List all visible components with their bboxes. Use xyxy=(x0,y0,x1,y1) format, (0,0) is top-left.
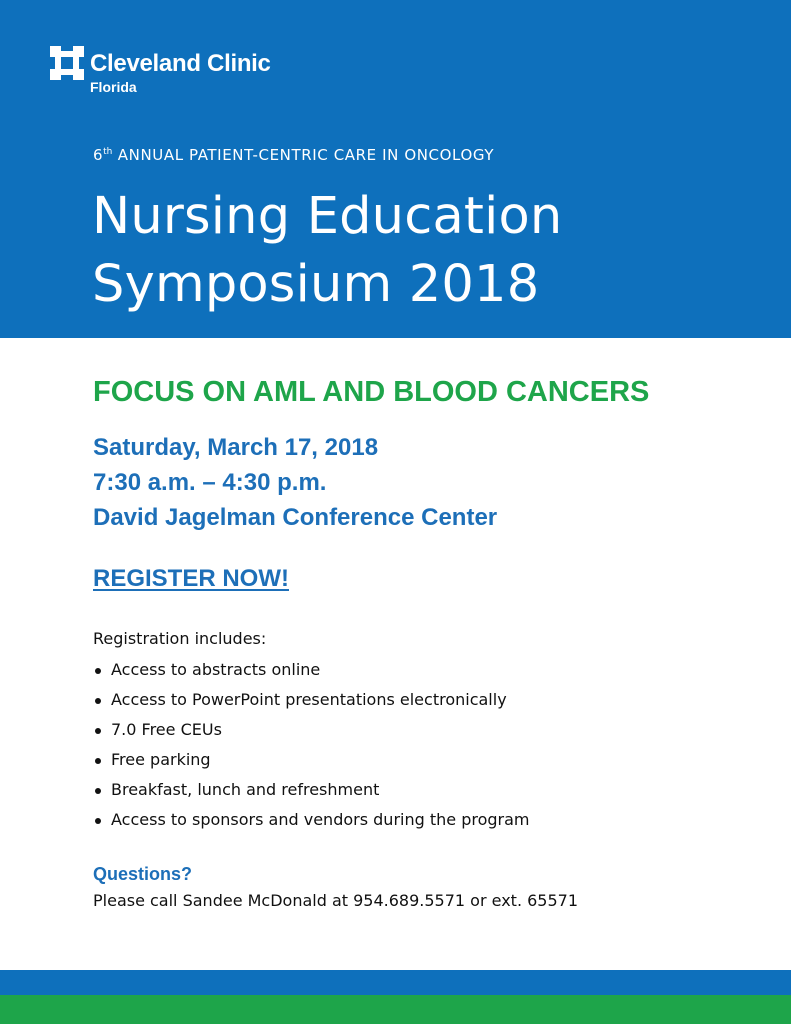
event-series-suffix: th xyxy=(103,147,113,157)
focus-heading: FOCUS ON AML AND BLOOD CANCERS xyxy=(93,376,650,408)
brand-location: Florida xyxy=(90,79,137,95)
registration-heading: Registration includes: xyxy=(93,629,267,648)
header-banner xyxy=(0,0,791,338)
event-series-number: 6 xyxy=(93,146,104,164)
event-time: 7:30 a.m. – 4:30 p.m. xyxy=(93,469,327,496)
event-venue: David Jagelman Conference Center xyxy=(93,504,498,531)
list-item: Access to abstracts online xyxy=(93,655,529,685)
questions-heading: Questions? xyxy=(93,864,193,884)
list-item: Access to sponsors and vendors during the program xyxy=(93,805,529,835)
footer-bar-blue xyxy=(0,970,791,995)
list-item: Access to PowerPoint presentations electronically xyxy=(93,685,529,715)
event-series-text: ANNUAL PATIENT-CENTRIC CARE IN ONCOLOGY xyxy=(112,146,495,164)
logo xyxy=(50,46,271,94)
brand-name: Cleveland Clinic xyxy=(90,50,271,77)
title-line-2: Symposium 2018 xyxy=(92,255,540,314)
list-item: 7.0 Free CEUs xyxy=(93,715,529,745)
registration-list xyxy=(93,655,529,835)
list-item: Free parking xyxy=(93,745,529,775)
register-now-link[interactable]: REGISTER NOW! xyxy=(93,565,289,592)
cleveland-clinic-cross-icon xyxy=(50,46,84,80)
footer-bar-green xyxy=(0,995,791,1024)
list-item: Breakfast, lunch and refreshment xyxy=(93,775,529,805)
page-title xyxy=(92,183,562,319)
event-details xyxy=(93,430,497,535)
title-line-1: Nursing Education xyxy=(92,187,563,246)
event-date: Saturday, March 17, 2018 xyxy=(93,434,379,461)
event-series xyxy=(93,146,494,164)
contact-text: Please call Sandee McDonald at 954.689.5571 or ext. 65571 xyxy=(93,891,579,910)
